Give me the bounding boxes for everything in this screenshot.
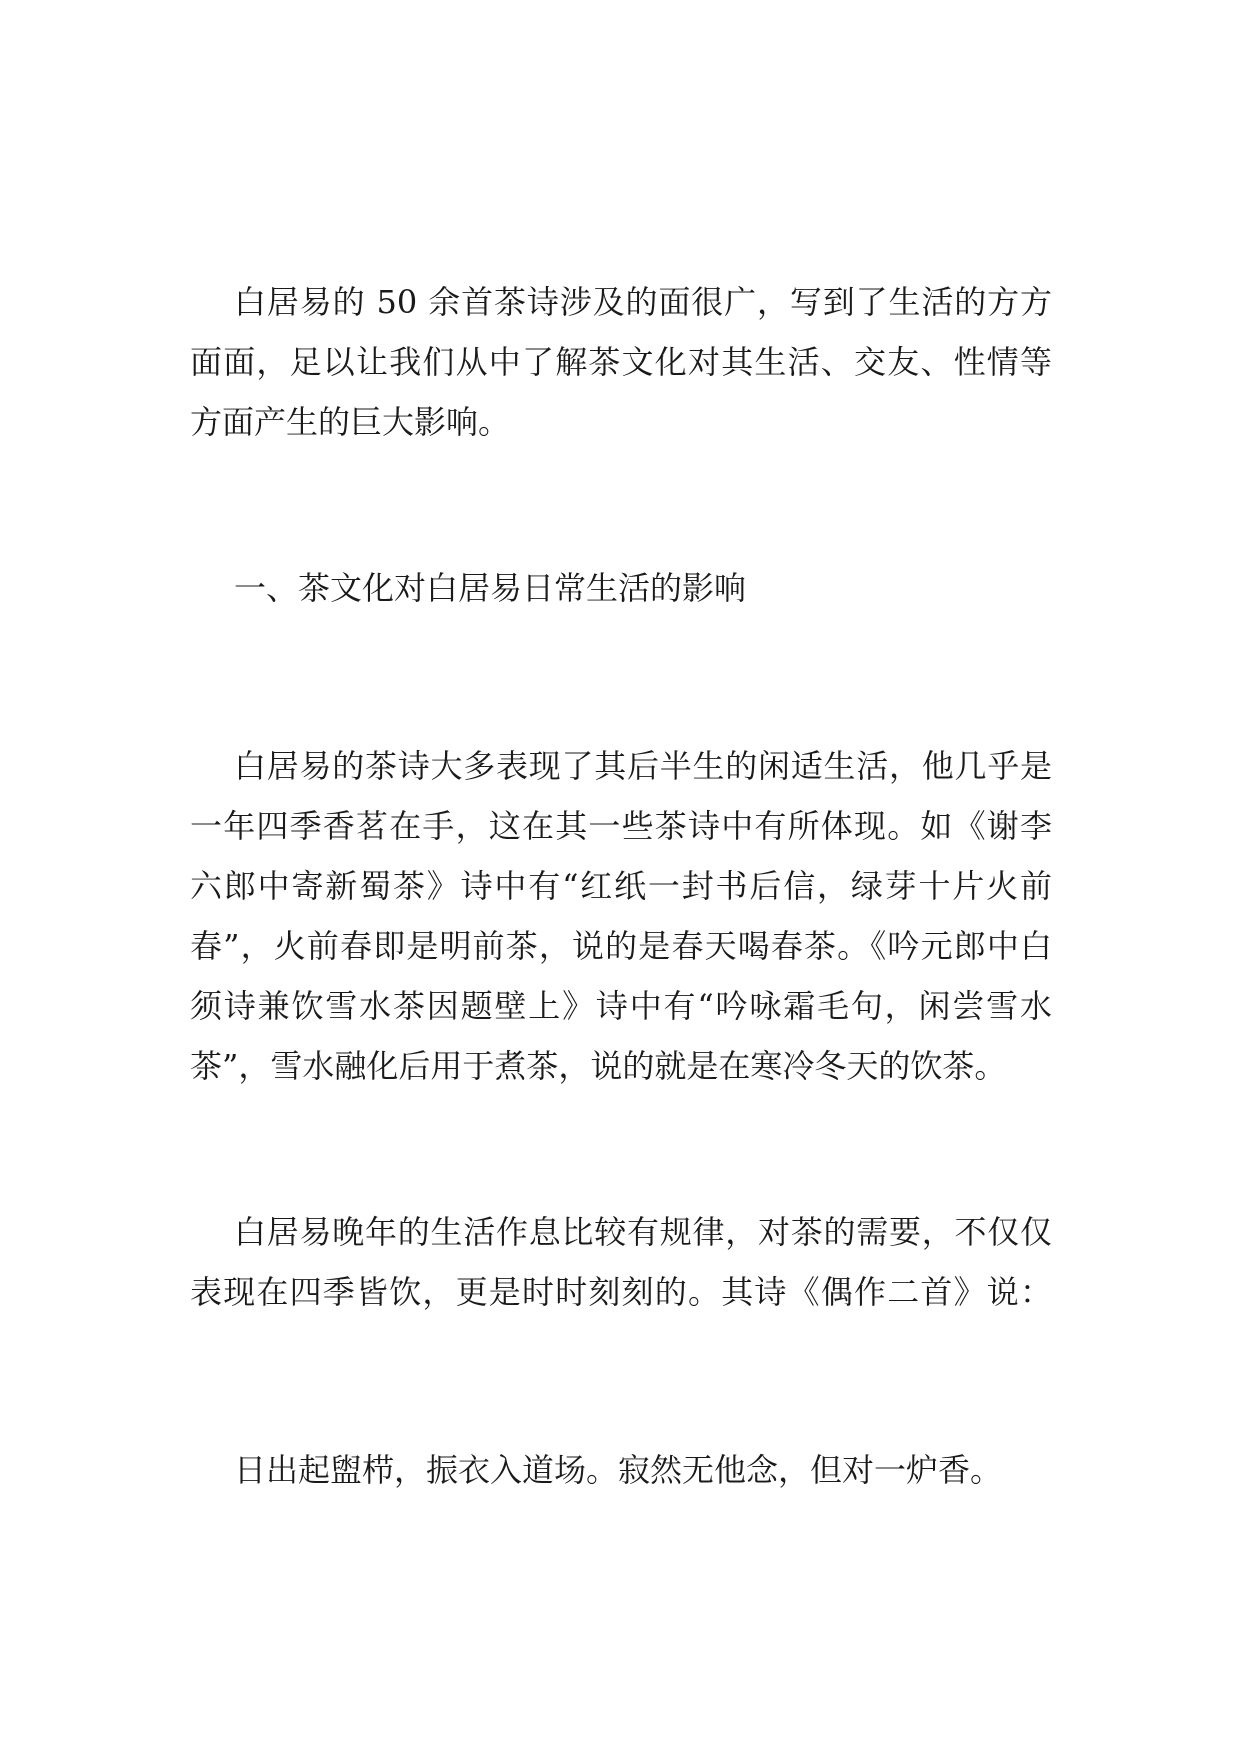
- poem-line: 日出起盥栉，振衣入道场。寂然无他念，但对一炉香。: [234, 1451, 1003, 1489]
- paragraph-3-line-1: 白居易晚年的生活作息比较有规律，对茶的需要，不仅仅: [234, 1213, 1052, 1251]
- paragraph-1-line-2: 面面，足以让我们从中了解茶文化对其生活、交友、性情等: [190, 343, 1052, 381]
- paragraph-1-line-1: 白居易的 50 余首茶诗涉及的面很广，写到了生活的方方: [234, 283, 1052, 321]
- paragraph-2-line-3: 六郎中寄新蜀茶》诗中有“红纸一封书后信，绿芽十片火前: [190, 867, 1052, 905]
- paragraph-2-line-1: 白居易的茶诗大多表现了其后半生的闲适生活，他几乎是: [234, 747, 1052, 785]
- paragraph-2-line-4: 春”，火前春即是明前茶，说的是春天喝春茶。《吟元郎中白: [190, 927, 1052, 965]
- paragraph-2-line-5: 须诗兼饮雪水茶因题壁上》诗中有“吟咏霜毛句，闲尝雪水: [190, 987, 1052, 1025]
- section-heading: 一、茶文化对白居易日常生活的影响: [234, 569, 747, 607]
- paragraph-2-line-6: 茶”，雪水融化后用于煮茶，说的就是在寒冷冬天的饮茶。: [190, 1047, 1007, 1085]
- paragraph-2-line-2: 一年四季香茗在手，这在其一些茶诗中有所体现。如《谢李: [190, 807, 1052, 845]
- paragraph-3-line-2: 表现在四季皆饮，更是时时刻刻的。其诗《偶作二首》说：: [190, 1273, 1052, 1311]
- paragraph-1-line-3: 方面产生的巨大影响。: [190, 403, 511, 441]
